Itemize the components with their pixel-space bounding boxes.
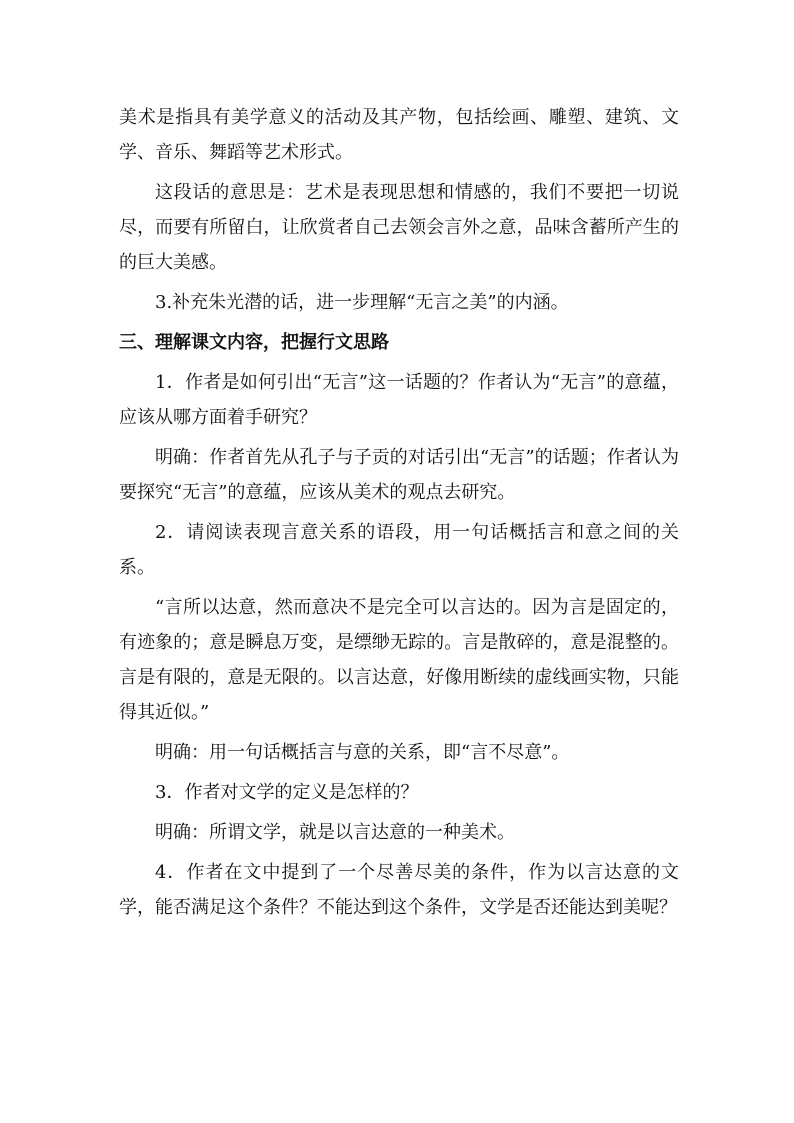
paragraph-supplement: 3.补充朱光潜的话，进一步理解“无言之美”的内涵。 [155,292,569,313]
answer-2: 明确：用一句话概括言与意的关系，即“言不尽意”。 [155,742,570,763]
answer-1: 明确：作者首先从孔子与子贡的对话引出“无言”的话题；作者认为要探究“无言”的意蕴，应该从美术的观点去研究。 [119,447,679,503]
document-body [119,100,679,930]
question-3: 3．作者对文学的定义是怎样的？ [155,782,419,803]
section-heading: 三、理解课文内容，把握行文思路 [119,332,389,353]
question-4: 4．作者在文中提到了一个尽善尽美的条件，作为以言达意的文学，能否满足这个条件？不能达到这个条件，文学是否还能达到美呢？ [119,862,679,918]
answer-3: 明确：所谓文学，就是以言达意的一种美术。 [155,822,515,843]
question-1: 1．作者是如何引出“无言”这一话题的？作者认为“无言”的意蕴，应该从哪方面着手研究？ [119,372,679,428]
paragraph-meaning: 这段话的意思是：艺术是表现思想和情感的，我们不要把一切说尽，而要有所留白，让欣赏者自己去领会言外之意，品味含蓄所产生的的巨大美感。 [119,182,679,273]
question-2: 2．请阅读表现言意关系的语段，用一句话概括言和意之间的关系。 [119,522,679,578]
paragraph-art-definition: 美术是指具有美学意义的活动及其产物，包括绘画、雕塑、建筑、文学、音乐、舞蹈等艺术形式。 [119,107,679,163]
quote-passage: “言所以达意，然而意决不是完全可以言达的。因为言是固定的，有迹象的；意是瞬息万变，是缥缈无踪的。言是散碎的，意是混整的。言是有限的，意是无限的。以言达意，好像用断续的虚线画实物，只能得其近似。” [119,597,679,723]
